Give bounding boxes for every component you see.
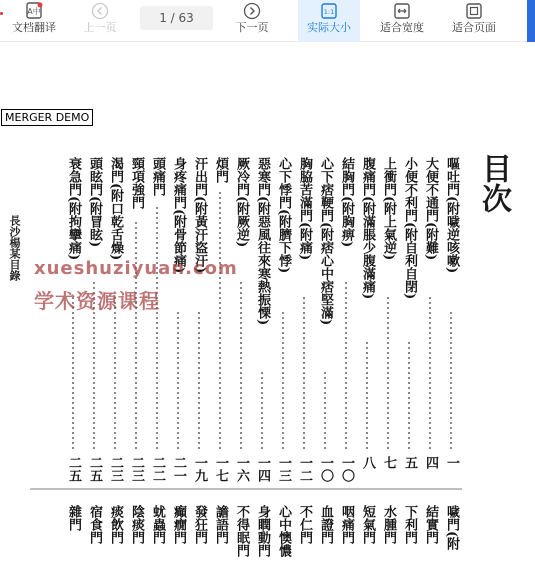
toc-page-number: 一三 [276,456,291,482]
toc-entry: 嘔吐門(附噦逆咳嗽) [444,157,459,274]
toc-entry: 胸脇苦滿門(附痛) [297,157,312,261]
toc-page-number: 二一 [171,456,186,482]
toc-entry: 衰急門(附拘攣痛) [66,157,81,261]
toc-entry-continued: 痰飲門 [108,505,123,544]
page-total: 63 [178,11,194,25]
fit-width-icon [393,2,411,20]
arrow-right-icon [243,2,261,20]
fit-width-label: 适合宽度 [380,21,424,34]
toc-page-number: 一二 [297,456,312,482]
arrow-left-icon [91,2,109,20]
side-panel-tab[interactable] [527,0,535,42]
toc-entry-continued: 結實門 [423,505,438,544]
toc-entry-continued: 噦門(附 [444,505,459,551]
toc-entry-continued: 蚘蟲門 [150,505,165,544]
side-note: 長沙楊某目錄 [8,215,21,281]
toc-entry: 心下悸門(附臍下悸) [276,157,291,274]
actual-size-label: 实际大小 [307,21,351,34]
translate-icon [24,2,44,20]
toc-page-number: 一〇 [339,456,354,482]
watermark-url: xueshuziyuan.com [34,258,238,279]
toc-entry: 腹痛門(附滿脹少腹滿痛) [360,157,375,300]
fit-page-label: 适合页面 [452,21,496,34]
toc-entry: 惡寒門(附惡風往來寒熱振慄) [255,157,270,326]
watermark-text: 学术资源课程 [34,289,160,313]
page-indicator[interactable] [140,6,213,30]
toc-entry-continued: 血證門 [318,505,333,544]
toc-entry-continued: 譫語門 [213,505,228,544]
toc-entry-continued: 身瞤動門 [255,505,270,557]
page-current-input[interactable]: 1 [159,11,167,25]
toc-page-number: 五 [402,456,417,469]
actual-size-icon [320,2,338,20]
toc-entry: 大便不通門(附難) [423,157,438,261]
toc-entry: 渴門(附口乾舌燥) [108,157,123,261]
toc-entry: 結胸門(附胸痹) [339,157,354,248]
next-page-button[interactable] [224,0,280,42]
toc-page-number: 四 [423,456,438,469]
fit-page-icon [465,2,483,20]
toc-page-number: 一九 [192,456,207,482]
toc-entry: 汗出門(附黃汗盜汗) [192,157,207,274]
toc-page-number: 二三 [129,456,144,482]
toc-page-number: 八 [360,456,375,469]
toc-entry: 身疼痛門(附骨節痛) [171,157,186,274]
svg-text:1:1: 1:1 [323,8,335,16]
toc-page-number: 七 [381,456,396,469]
viewer-toolbar [0,0,535,42]
toc-page-number: 一四 [255,456,270,482]
prev-page-button[interactable] [72,0,128,42]
merger-demo-stamp: MERGER DEMO [1,109,93,126]
toc-entry: 頸項強門 [129,157,144,209]
next-page-label: 下一页 [235,21,269,34]
toc-page-number: 一六 [234,456,249,482]
translate-button[interactable] [4,0,64,42]
toc-entry-continued: 陰痰門 [129,505,144,544]
prev-page-label: 上一页 [83,21,117,34]
page-separator: / [170,11,179,25]
toc-entry: 小便不利門(附自利自閉) [402,157,417,300]
toc-entry: 厥冷門(附厥逆) [234,157,249,248]
toc-entry-continued: 下利門 [402,505,417,544]
toc-entry: 煩門 [213,157,228,183]
svg-text:A中: A中 [27,7,41,16]
toc-entry-continued: 宿食門 [87,505,102,544]
toc-entry: 上衝門(附上氣逆) [381,157,396,261]
fit-page-button[interactable] [444,0,504,42]
toc-heading: 目次 [476,153,511,213]
toc-entry-continued: 心中懊憹 [276,505,291,557]
toc-page-number: 二三 [108,456,123,482]
document-page [0,43,535,566]
actual-size-button[interactable] [298,0,360,42]
toc-entry: 頭痛門 [150,157,165,196]
toc-entry: 頭眩門(附冒眩) [87,157,102,248]
toc-entry-continued: 癲癇門 [171,505,186,544]
notification-dot [0,12,3,15]
toc-page-number: 一七 [213,456,228,482]
translate-label: 文档翻译 [12,21,56,34]
toc-entry-continued: 雜門 [66,505,81,531]
toc-entry-continued: 不仁門 [297,505,312,544]
fit-width-button[interactable] [372,0,432,42]
toc-entry-continued: 咽痛門 [339,505,354,544]
toc-entry: 心下痞鞕門(附痞心中痞堅滿) [318,157,333,326]
toc-page-number: 二五 [87,456,102,482]
toc-page-number: 一 [444,456,459,469]
toc-page-number: 一〇 [318,456,333,482]
toc-entry-continued: 發狂門 [192,505,207,544]
toc-entry-continued: 水腫門 [381,505,396,544]
toc-page-number: 二二 [150,456,165,482]
toc-entry-continued: 不得眠門 [234,505,249,557]
toc-page-number: 二五 [66,456,81,482]
toc-entry-continued: 短氣門 [360,505,375,544]
